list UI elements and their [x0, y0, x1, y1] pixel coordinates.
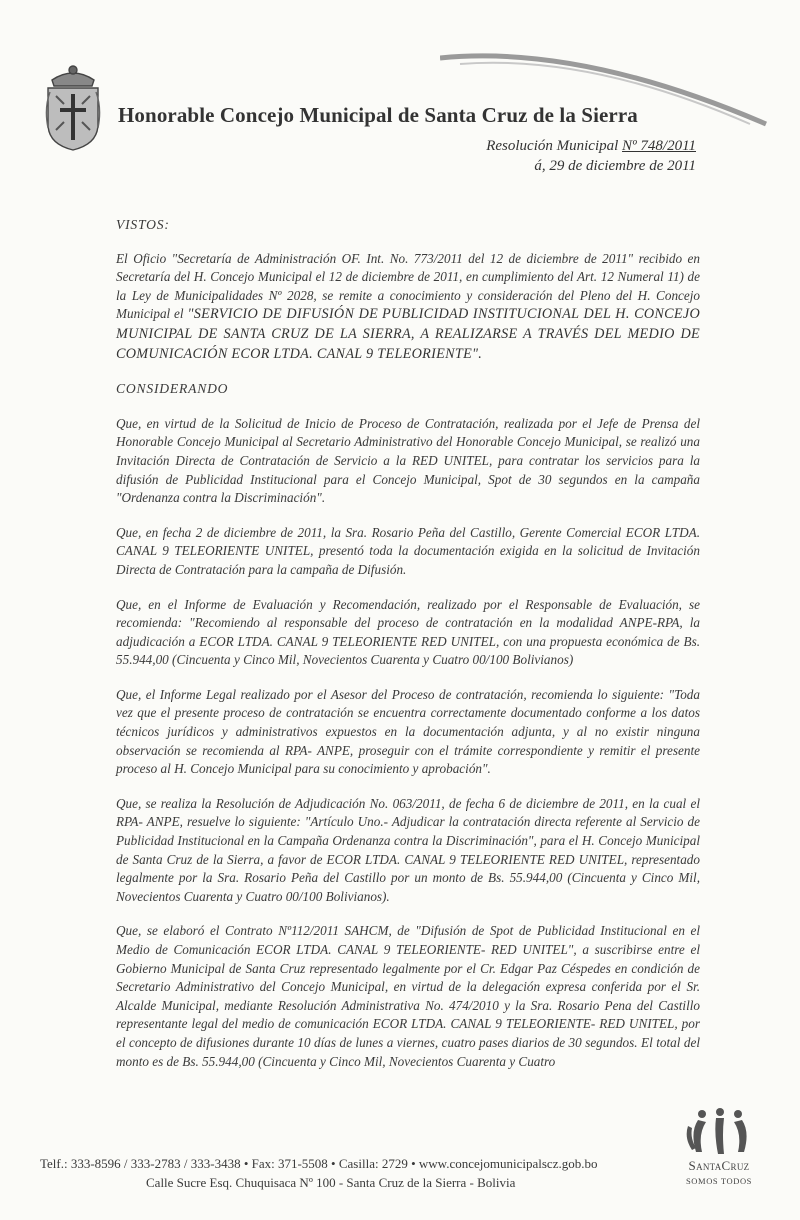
considerando-paragraph-1: Que, en virtud de la Solicitud de Inicio de Proceso de Contratación, realizada por el Jefe de Prensa del Honorable Concejo Municipal al Secretario Administrativo del Honorable Concejo Municipal, se realizó una Invitación Directa de Contratación de Servicio a la RED UNITEL, para contratar los servicios para la difusión de Publicidad Institucional para el Concejo Municipal, Spot de 30 segundos en la campaña "Ordenanza contra la Discriminación".	[116, 415, 700, 506]
considerando-heading: CONSIDERANDO	[116, 381, 229, 397]
organization-title: Honorable Concejo Municipal de Santa Cruz de la Sierra	[118, 103, 638, 127]
vistos-heading: VISTOS:	[116, 217, 170, 232]
considerando-paragraph-2: Que, en fecha 2 de diciembre de 2011, la Sra. Rosario Peña del Castillo, Gerente Comercial ECOR LTDA. CANAL 9 TELEORIENTE UNITEL, presentó toda la documentación exigida en la solicitud de Invitación Directa de Contratación para la campaña de Difusión.	[116, 524, 700, 577]
coat-of-arms-icon	[42, 58, 104, 154]
vistos-caps-text: PUBLICIDAD INSTITUCIONAL DEL H. CONCEJO MUNICIPAL DE SANTA CRUZ DE LA SIERRA, A REALIZARSE A TRAVÉS DEL MEDIO DE COMUNICACIÓN ECOR LTDA. CANAL 9 TELEORIENTE".	[116, 306, 701, 362]
considerando-paragraph-5: Que, se realiza la Resolución de Adjudicación No. 063/2011, de fecha 6 de diciembre de 2011, en la cual el RPA- ANPE, resuelve lo siguiente: "Artículo Uno.- Adjudicar la contratación directa referente al Servicio de Publicidad Institucional en la Campaña Ordenanza contra la Discriminación", para el H. Concejo Municipal de Santa Cruz de la Sierra, a favor de ECOR LTDA. CANAL 9 TELEORIENTE RED UNITEL, representado legalmente por la Sra. Rosario Peña del Castillo por un monto de Bs. 55.944,00 (Cincuenta y Cinco Mil, Novecientos Cuarenta y Cuatro 00/100 Bolivianos).	[116, 795, 700, 904]
vistos-text: El Oficio "Secretaría de Administración OF. Int. No. 773/2011 del 12 de diciembre de 2011" recibido en Secretaría del H. Concejo Municipal el 12 de diciembre de 2011, en cumplimiento del Art. 12 Numeral 11) de la Ley de Municipalidades Nº 2028, se remite a conocimiento y consideración del Pleno del H. Concejo Municipal el	[116, 250, 700, 322]
logo-tagline: SOMOS TODOS	[685, 1176, 753, 1186]
logo-name: SantaCruz	[688, 1158, 750, 1173]
footer-contact: Telf.: 333-8596 / 333-2783 / 333-3438 • Fax: 371-5508 • Casilla: 2729 • www.concejomunicipalscz.gob.bo	[40, 1156, 598, 1171]
considerando-paragraph-4: Que, el Informe Legal realizado por el Asesor del Proceso de contratación, recomienda lo siguiente: "Toda vez que el presente proceso de contratación se encuentra correctamente documentado conforme a los datos técnicos jurídicos y administrativos expuestos en la documentación adjunta, y al no existir ninguna observación se recomienda al RPA- ANPE, proseguir con el trámite correspondiente y remitir el presente proceso al H. Concejo Municipal para su conocimiento y aprobación".	[116, 686, 700, 777]
vistos-caps-intro: "SERVICIO DE DIFUSIÓN DE	[187, 306, 379, 323]
vistos-paragraph	[116, 250, 700, 365]
resolution-date: á, 29 de diciembre de 2011	[534, 158, 696, 174]
resolution-label: Resolución Municipal	[486, 138, 623, 154]
document-body	[116, 216, 700, 1071]
considerando-paragraph-3: Que, en el Informe de Evaluación y Recomendación, realizado por el Responsable de Evaluación, se recomienda: "Recomiendo al responsable del proceso de contratación en la modalidad ANPE-RPA, la adjudicación a ECOR LTDA. CANAL 9 TELEORIENTE RED UNITEL, con una propuesta económica de Bs. 55.944,00 (Cincuenta y Cinco Mil, Novecientos Cuarenta y Cuatro 00/100 Bolivianos)	[116, 596, 700, 668]
footer-address: Calle Sucre Esq. Chuquisaca Nº 100 - Santa Cruz de la Sierra - Bolivia	[146, 1175, 516, 1190]
resolution-number	[486, 138, 696, 155]
considerando-paragraph-6: Que, se elaboró el Contrato Nº112/2011 SAHCM, de "Difusión de Spot de Publicidad Institucional en el Medio de Comunicación ECOR LTDA. CANAL 9 TELEORIENTE- RED UNITEL", a suscribirse entre el Gobierno Municipal de Santa Cruz representado legalmente por el Cr. Edgar Paz Céspedes en condición de Secretario Administrativo del Concejo Municipal, en virtud de la delegación expresa conferida por el Sr. Alcalde Municipal, mediante Resolución Administrativa No. 474/2010 y la Sra. Rosario Pena del Castillo representante legal del medio de comunicación ECOR LTDA. CANAL 9 TELEORIENTE- RED UNITEL, por el concepto de difusiones durante 10 días de lunes a viernes, cuatro pases diarios de 30 segundos. El total del monto es de Bs. 55.944,00 (Cincuenta y Cinco Mil, Novecientos Cuarenta y Cuatro	[116, 923, 700, 1069]
resolution-number-value: Nº 748/2011	[622, 138, 696, 154]
